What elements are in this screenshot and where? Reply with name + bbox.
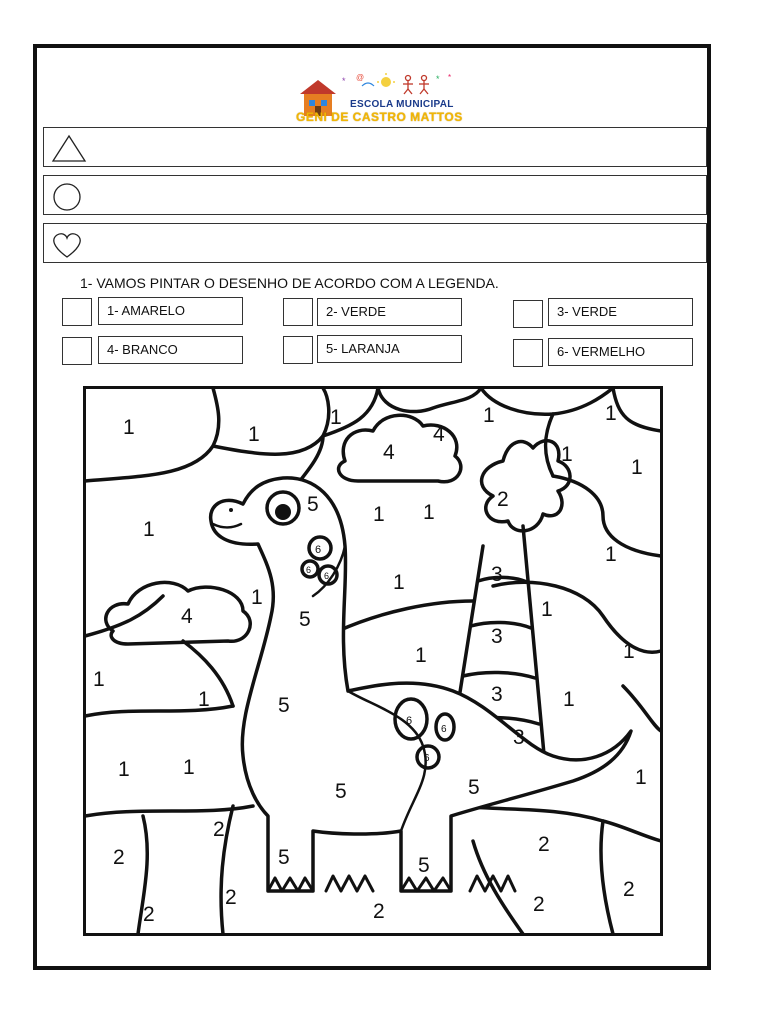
region-number: 5 (468, 776, 480, 799)
region-number: 2 (623, 878, 635, 901)
region-line (213, 388, 329, 454)
school-name-line2: GENI DE CASTRO MATTOS (296, 110, 463, 124)
legend-label-5: 5- LARANJA (317, 335, 462, 363)
region-line (85, 706, 233, 716)
legend-color-box-6[interactable] (513, 339, 543, 367)
region-number: 1 (561, 443, 573, 466)
region-number: 5 (307, 493, 319, 516)
name-field-triangle[interactable] (43, 127, 707, 167)
region-number: 1 (393, 571, 405, 594)
region-number: 2 (533, 893, 545, 916)
trunk-band (463, 672, 535, 678)
school-name-line1: ESCOLA MUNICIPAL (350, 99, 454, 110)
region-number: 2 (225, 886, 237, 909)
region-number: 5 (418, 854, 430, 877)
region-number: 5 (278, 846, 290, 869)
region-line (613, 388, 661, 431)
legend-color-box-1[interactable] (62, 298, 92, 326)
region-number: 5 (335, 780, 347, 803)
region-line (463, 806, 661, 841)
region-number: 1 (118, 758, 130, 781)
region-number: 5 (278, 694, 290, 717)
region-line (85, 806, 253, 816)
children-icon (403, 76, 429, 95)
region-line (85, 388, 219, 481)
region-number: 1 (373, 503, 385, 526)
region-number: 1 (605, 543, 617, 566)
region-number: 1 (248, 423, 260, 446)
region-line (481, 388, 613, 414)
name-field-heart[interactable] (43, 223, 707, 263)
region-line (378, 388, 481, 412)
region-number: 1 (635, 766, 647, 789)
region-number: 1 (631, 456, 643, 479)
legend-label-3: 3- VERDE (548, 298, 693, 326)
legend-color-box-3[interactable] (513, 300, 543, 328)
legend-color-box-2[interactable] (283, 298, 313, 326)
activity-instruction: 1- VAMOS PINTAR O DESENHO DE ACORDO COM A LEGENDA. (80, 275, 499, 291)
legend-label-2: 2- VERDE (317, 298, 462, 326)
legend-color-box-4[interactable] (62, 337, 92, 365)
region-number: 1 (93, 668, 105, 691)
region-number: 1 (423, 501, 435, 524)
svg-text:*: * (448, 73, 452, 82)
circle-icon (49, 181, 89, 211)
palm-leaves (482, 441, 570, 531)
stars-icon (342, 73, 451, 86)
region-number: 1 (143, 518, 155, 541)
region-number: 1 (198, 688, 210, 711)
region-number: 1 (563, 688, 575, 711)
region-number: 1 (541, 598, 553, 621)
name-field-circle[interactable] (43, 175, 707, 215)
region-number: 3 (491, 625, 503, 648)
region-number: 2 (213, 818, 225, 841)
region-number: 2 (113, 846, 125, 869)
region-number: 2 (373, 900, 385, 923)
region-line (601, 821, 613, 934)
legend-label-1: 1- AMARELO (98, 297, 243, 325)
sun-icon (377, 73, 395, 87)
cloud-left (106, 582, 250, 644)
region-line (546, 414, 554, 476)
region-number: 1 (415, 644, 427, 667)
region-number: 4 (383, 441, 395, 464)
svg-text:*: * (342, 76, 346, 86)
dinosaur-nostril (229, 508, 233, 512)
region-number: 1 (330, 406, 342, 429)
region-number: 3 (513, 726, 525, 749)
legend-label-6: 6- VERMELHO (548, 338, 693, 366)
region-line (338, 601, 473, 631)
triangle-icon (49, 133, 89, 163)
region-number: 1 (605, 402, 617, 425)
heart-icon (49, 229, 89, 259)
region-number: 6 (324, 571, 330, 581)
region-number: 4 (181, 605, 193, 628)
svg-text:@: @ (356, 73, 365, 82)
region-number: 2 (497, 488, 509, 511)
region-number: 1 (123, 416, 135, 439)
legend-label-4: 4- BRANCO (98, 336, 243, 364)
region-number: 6 (406, 715, 413, 727)
palm-trunk-right (523, 526, 546, 776)
region-number: 3 (491, 563, 503, 586)
region-number: 3 (491, 683, 503, 706)
dinosaur-coloring-picture[interactable] (83, 386, 663, 936)
region-number: 1 (623, 640, 635, 663)
dinosaur-pupil (275, 504, 291, 520)
region-number: 6 (441, 724, 447, 735)
picture-frame (84, 387, 662, 935)
region-number: 5 (299, 608, 311, 631)
region-line (493, 582, 661, 652)
region-number: 1 (251, 586, 263, 609)
region-number: 1 (483, 404, 495, 427)
svg-text:*: * (436, 74, 440, 84)
region-number: 6 (424, 753, 430, 764)
legend-color-box-5[interactable] (283, 336, 313, 364)
region-number: 6 (315, 544, 322, 556)
region-number: 1 (183, 756, 195, 779)
region-number: 2 (143, 903, 155, 926)
region-number: 6 (306, 565, 312, 575)
region-number: 4 (433, 423, 445, 446)
dinosaur-toes (326, 876, 373, 891)
region-line (623, 686, 661, 731)
dinosaur-body (211, 478, 631, 891)
region-number: 2 (538, 833, 550, 856)
